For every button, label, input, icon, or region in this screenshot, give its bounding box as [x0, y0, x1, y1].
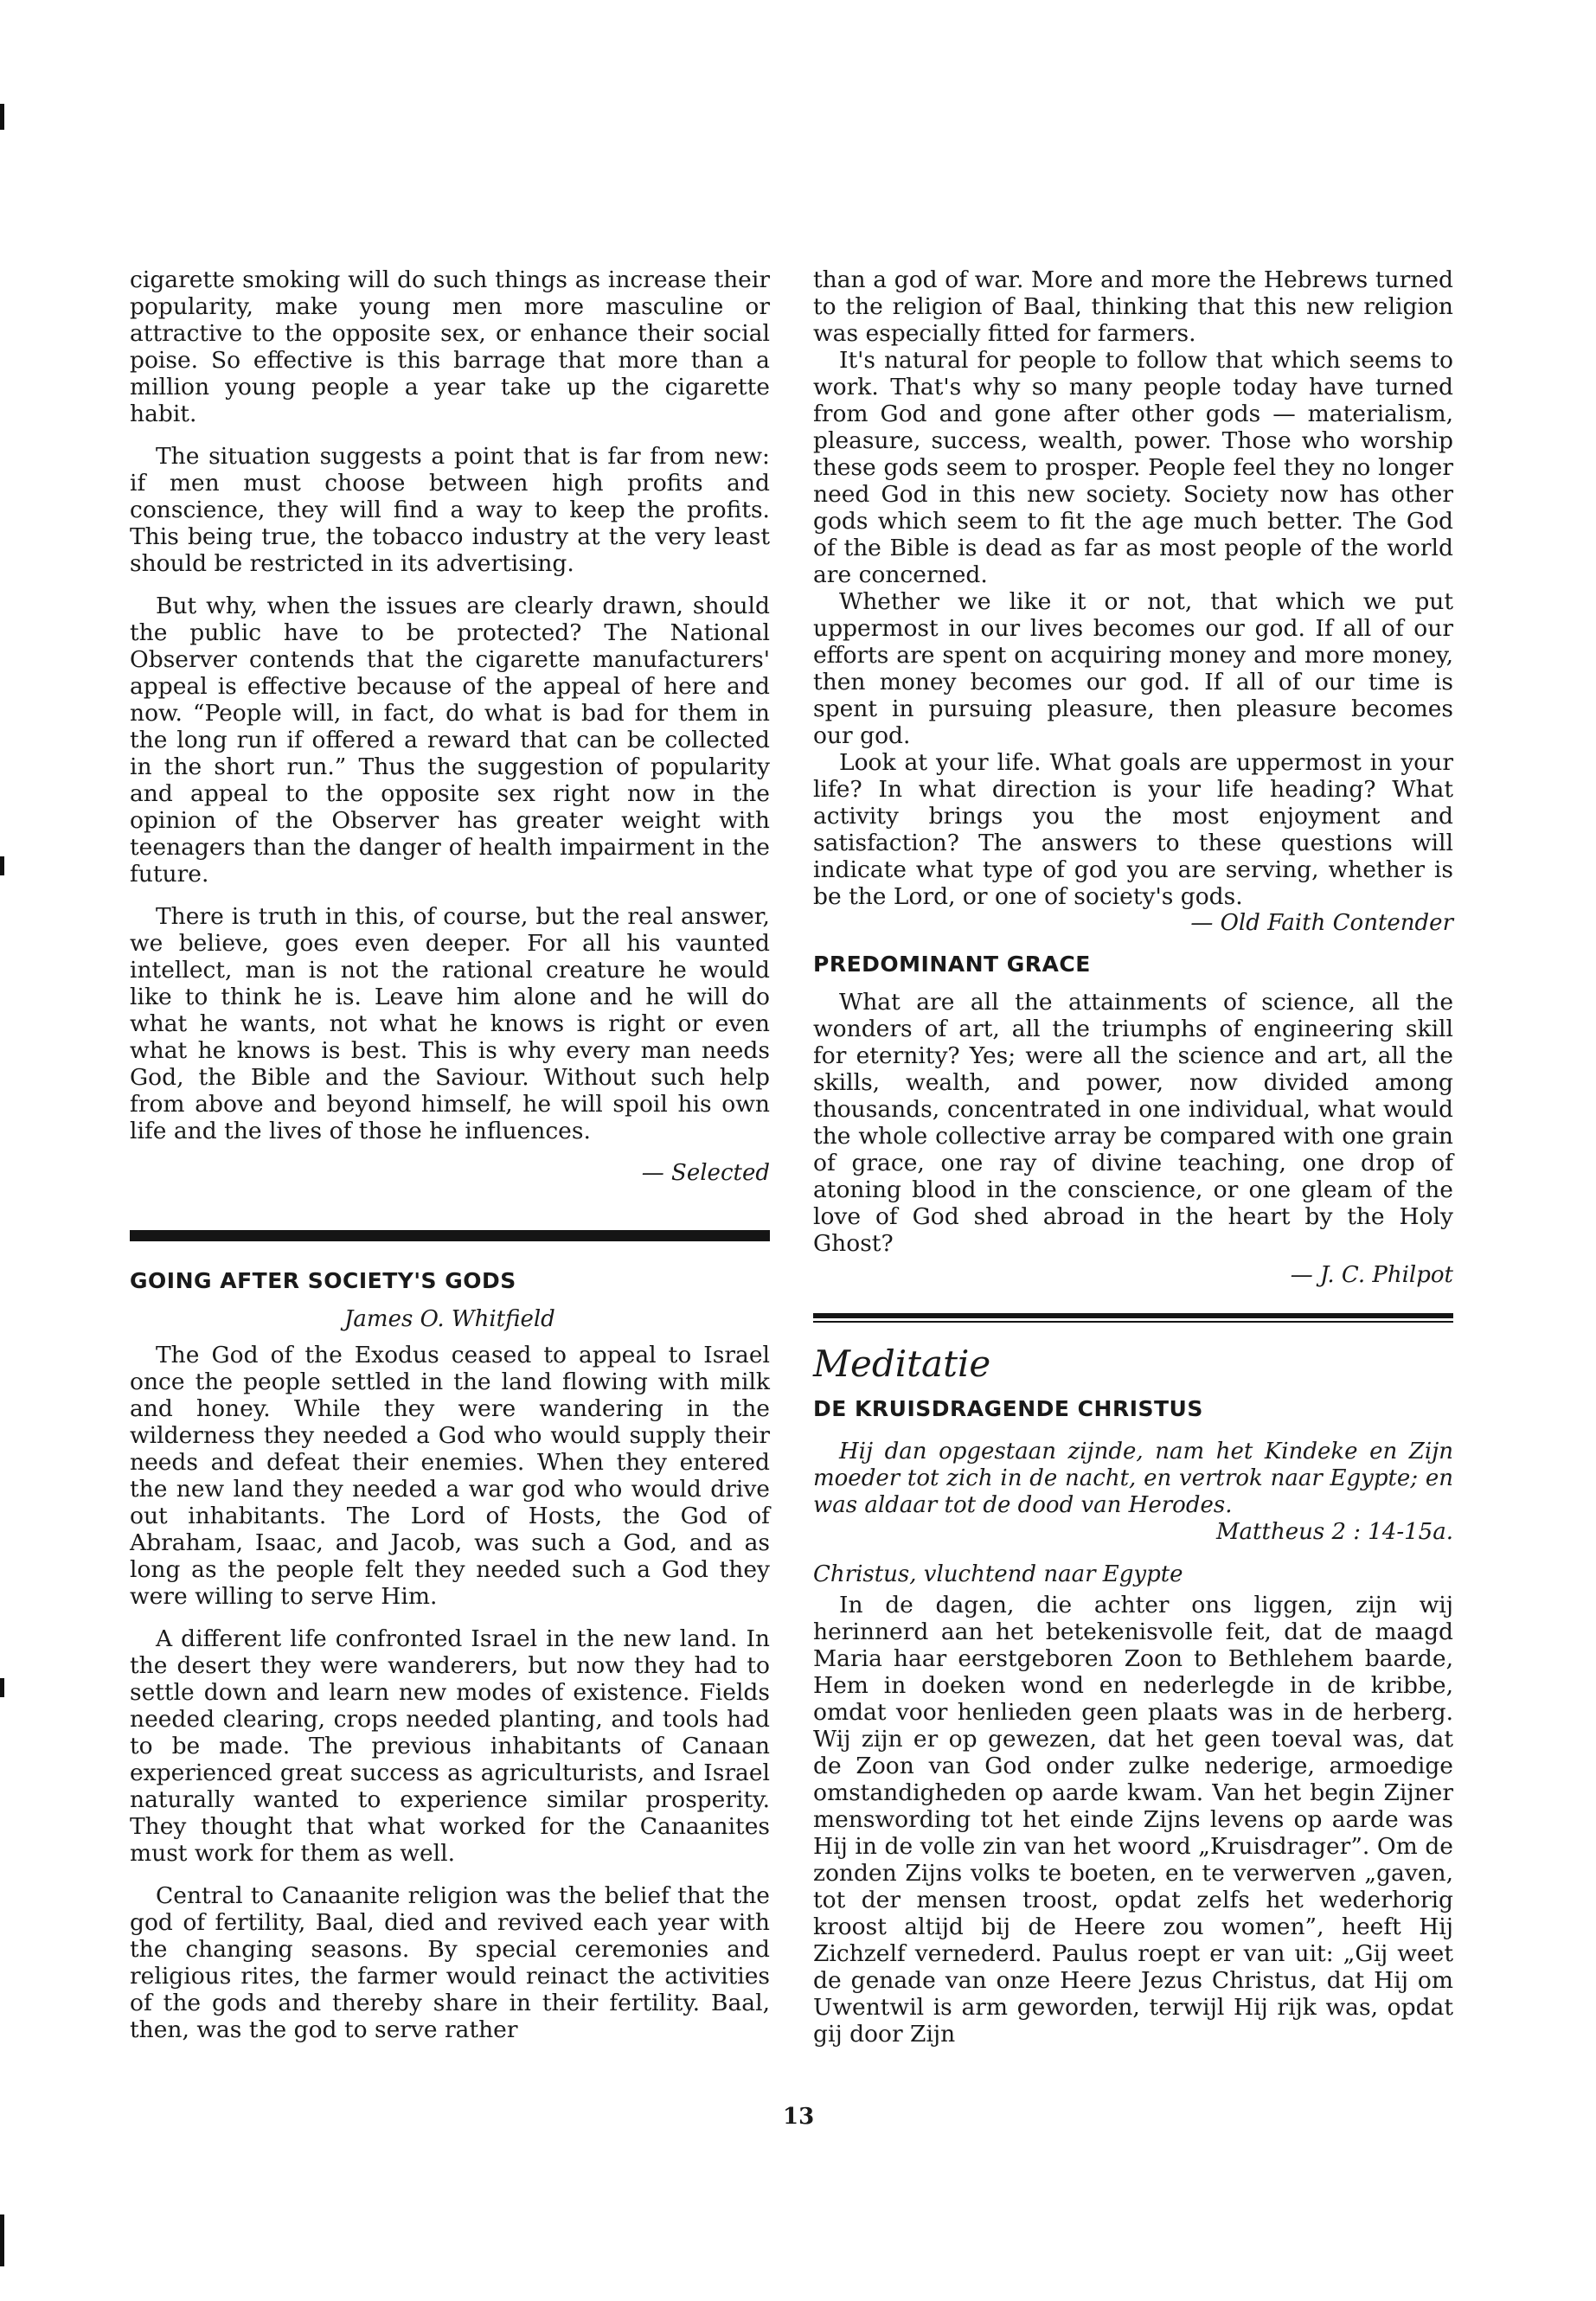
article-continuation-paragraph: Whether we like it or not, that which we put uppermost in our lives becomes our god. If all of our efforts are spent on acquiring money and more money, then money becomes our god. If all of our time is spent in pursuing pleasure, then pleasure becomes our god. [813, 588, 1453, 749]
scan-margin-mark [0, 856, 4, 875]
meditatie-heading: DE KRUISDRAGENDE CHRISTUS [813, 1396, 1203, 1421]
scripture-verse: Hij dan opgestaan zijnde, nam het Kindeke en Zijn moeder tot zich in de nacht, en vertrok naar Egypte; en was aldaar tot de dood van Herodes. [813, 1439, 1453, 1518]
article-paragraph: The God of the Exodus ceased to appeal to Israel once the people settled in the land flowing with milk and honey. While they were wandering in the wilderness they needed a God who would supply their needs and defeat their enemies. When they entered the new land they needed a war god who would drive out inhabitants. The Lord of Hosts, the God of Abraham, Isaac, and Jacob, was such a God, and as long as the people felt they needed such a God they were willing to serve Him. [130, 1342, 770, 1610]
article-continuation-paragraph: Look at your life. What goals are uppermost in your life? In what direction is your life heading? What activity brings you the most enjoyment and satisfaction? The answers to these questions will indicate what type of god you are serving, whether is be the Lord, or one of society's gods. [813, 749, 1453, 910]
article-continuation-paragraph: It's natural for people to follow that which seems to work. That's why so many people today have turned from God and gone after other gods — materialism, pleasure, success, wealth, power. Those who worship these gods seem to prosper. People feel they no longer need God in this new society. Society now has other gods which seem to fit the age much better. The God of the Bible is dead as far as most people of the world are concerned. [813, 347, 1453, 588]
selected-credit: — Selected [641, 1160, 770, 1186]
grace-paragraph: What are all the attainments of science, all the wonders of art, all the triumphs of engineering skill for eternity? Yes; were all the science and art, all the skills, wealth, and power, now divided among thousands, concentrated in one individual, what would the whole collective array be compared with one grain of grace, one ray of divine teaching, one drop of atoning blood in the conscience, or one gleam of the love of God shed abroad in the heart by the Holy Ghost? [813, 989, 1453, 1257]
scan-margin-mark [0, 2214, 4, 2266]
scripture-reference: Mattheus 2 : 14-15a. [1215, 1519, 1453, 1545]
page-number: 13 [783, 2104, 815, 2130]
section-divider [130, 1230, 770, 1241]
right-column [813, 266, 1453, 2063]
article-heading: GOING AFTER SOCIETY'S GODS [130, 1268, 516, 1293]
meditatie-subheading: Christus, vluchtend naar Egypte [813, 1561, 1183, 1587]
grace-heading: PREDOMINANT GRACE [813, 952, 1091, 977]
article-byline: James O. Whitfield [344, 1306, 555, 1332]
article-paragraph: Central to Canaanite religion was the belief that the god of fertility, Baal, died and revived each year with the changing seasons. By special ceremonies and religious rites, the farmer would reinact the activities of the gods and thereby share in their fertility. Baal, then, was the god to serve rather [130, 1882, 770, 2043]
philpot-credit: — J. C. Philpot [1290, 1262, 1453, 1288]
section-divider [813, 1313, 1453, 1323]
article-paragraph: A different life confronted Israel in the new land. In the desert they were wanderers, but now they had to settle down and learn new modes of existence. Fields needed clearing, crops needed planting, and tools had to be made. The previous inhabitants of Canaan experienced great success as agriculturists, and Israel naturally wanted to experience similar prosperity. They thought that what worked for the Canaanites must work for them as well. [130, 1625, 770, 1867]
continued-paragraph: cigarette smoking will do such things as increase their popularity, make young men more masculine or attractive to the opposite sex, or enhance their social poise. So effective is this barrage that more than a million young people a year take up the cigarette habit. [130, 266, 770, 427]
old-faith-credit: — Old Faith Contender [1190, 910, 1453, 936]
scan-margin-mark [0, 1678, 4, 1697]
left-column [130, 266, 770, 2059]
scan-margin-mark [0, 104, 4, 130]
continued-paragraph: But why, when the issues are clearly drawn, should the public have to be protected? The National Observer contends that the cigarette manufacturers' appeal is effective because of the appeal of here and now. “People will, in fact, do what is bad for them in the long run if offered a reward that can be collected in the short run.” Thus the suggestion of popularity and appeal to the opposite sex right now in the opinion of the Observer has greater weight with teenagers than the danger of health impairment in the future. [130, 593, 770, 888]
continued-paragraph: There is truth in this, of course, but the real answer, we believe, goes even deeper. For all his vaunted intellect, man is not the rational creature he would like to think he is. Leave him alone and he will do what he wants, not what he knows is right or even what he knows is best. This is why every man needs God, the Bible and the Saviour. Without such help from above and beyond himself, he will spoil his own life and the lives of those he influences. [130, 903, 770, 1144]
article-continuation-paragraph: than a god of war. More and more the Hebrews turned to the religion of Baal, thinking that this new religion was especially fitted for farmers. [813, 266, 1453, 347]
continued-paragraph: The situation suggests a point that is far from new: if men must choose between high profits and conscience, they will find a way to keep the profits. This being true, the tobacco industry at the very least should be restricted in its advertising. [130, 443, 770, 577]
meditatie-title: Meditatie [813, 1343, 991, 1385]
meditatie-paragraph: In de dagen, die achter ons liggen, zijn wij herinnerd aan het betekenisvolle feit, dat de maagd Maria haar eerstgeboren Zoon to Bethlehem baarde, Hem in doeken wond en nederlegde in de kribbe, omdat voor henlieden geen plaats was in de herberg. Wij zijn er op gewezen, dat het geen toeval was, dat de Zoon van God onder zulke nederige, armoedige omstandigheden op aarde kwam. Van het begin Zijner menswording tot het einde Zijns levens op aarde was Hij in de volle zin van het woord „Kruisdrager”. Om de zonden Zijns volks te boeten, en te verwerven „gaven, tot der mensen troost, opdat zelfs het wederhorig kroost altijd bij de Heere zou women”, heeft Hij Zichzelf vernederd. Paulus roept er van uit: „Gij weet de genade van onze Heere Jezus Christus, dat Hij om Uwentwil is arm geworden, terwijl Hij rijk was, opdat gij door Zijn [813, 1592, 1453, 2048]
